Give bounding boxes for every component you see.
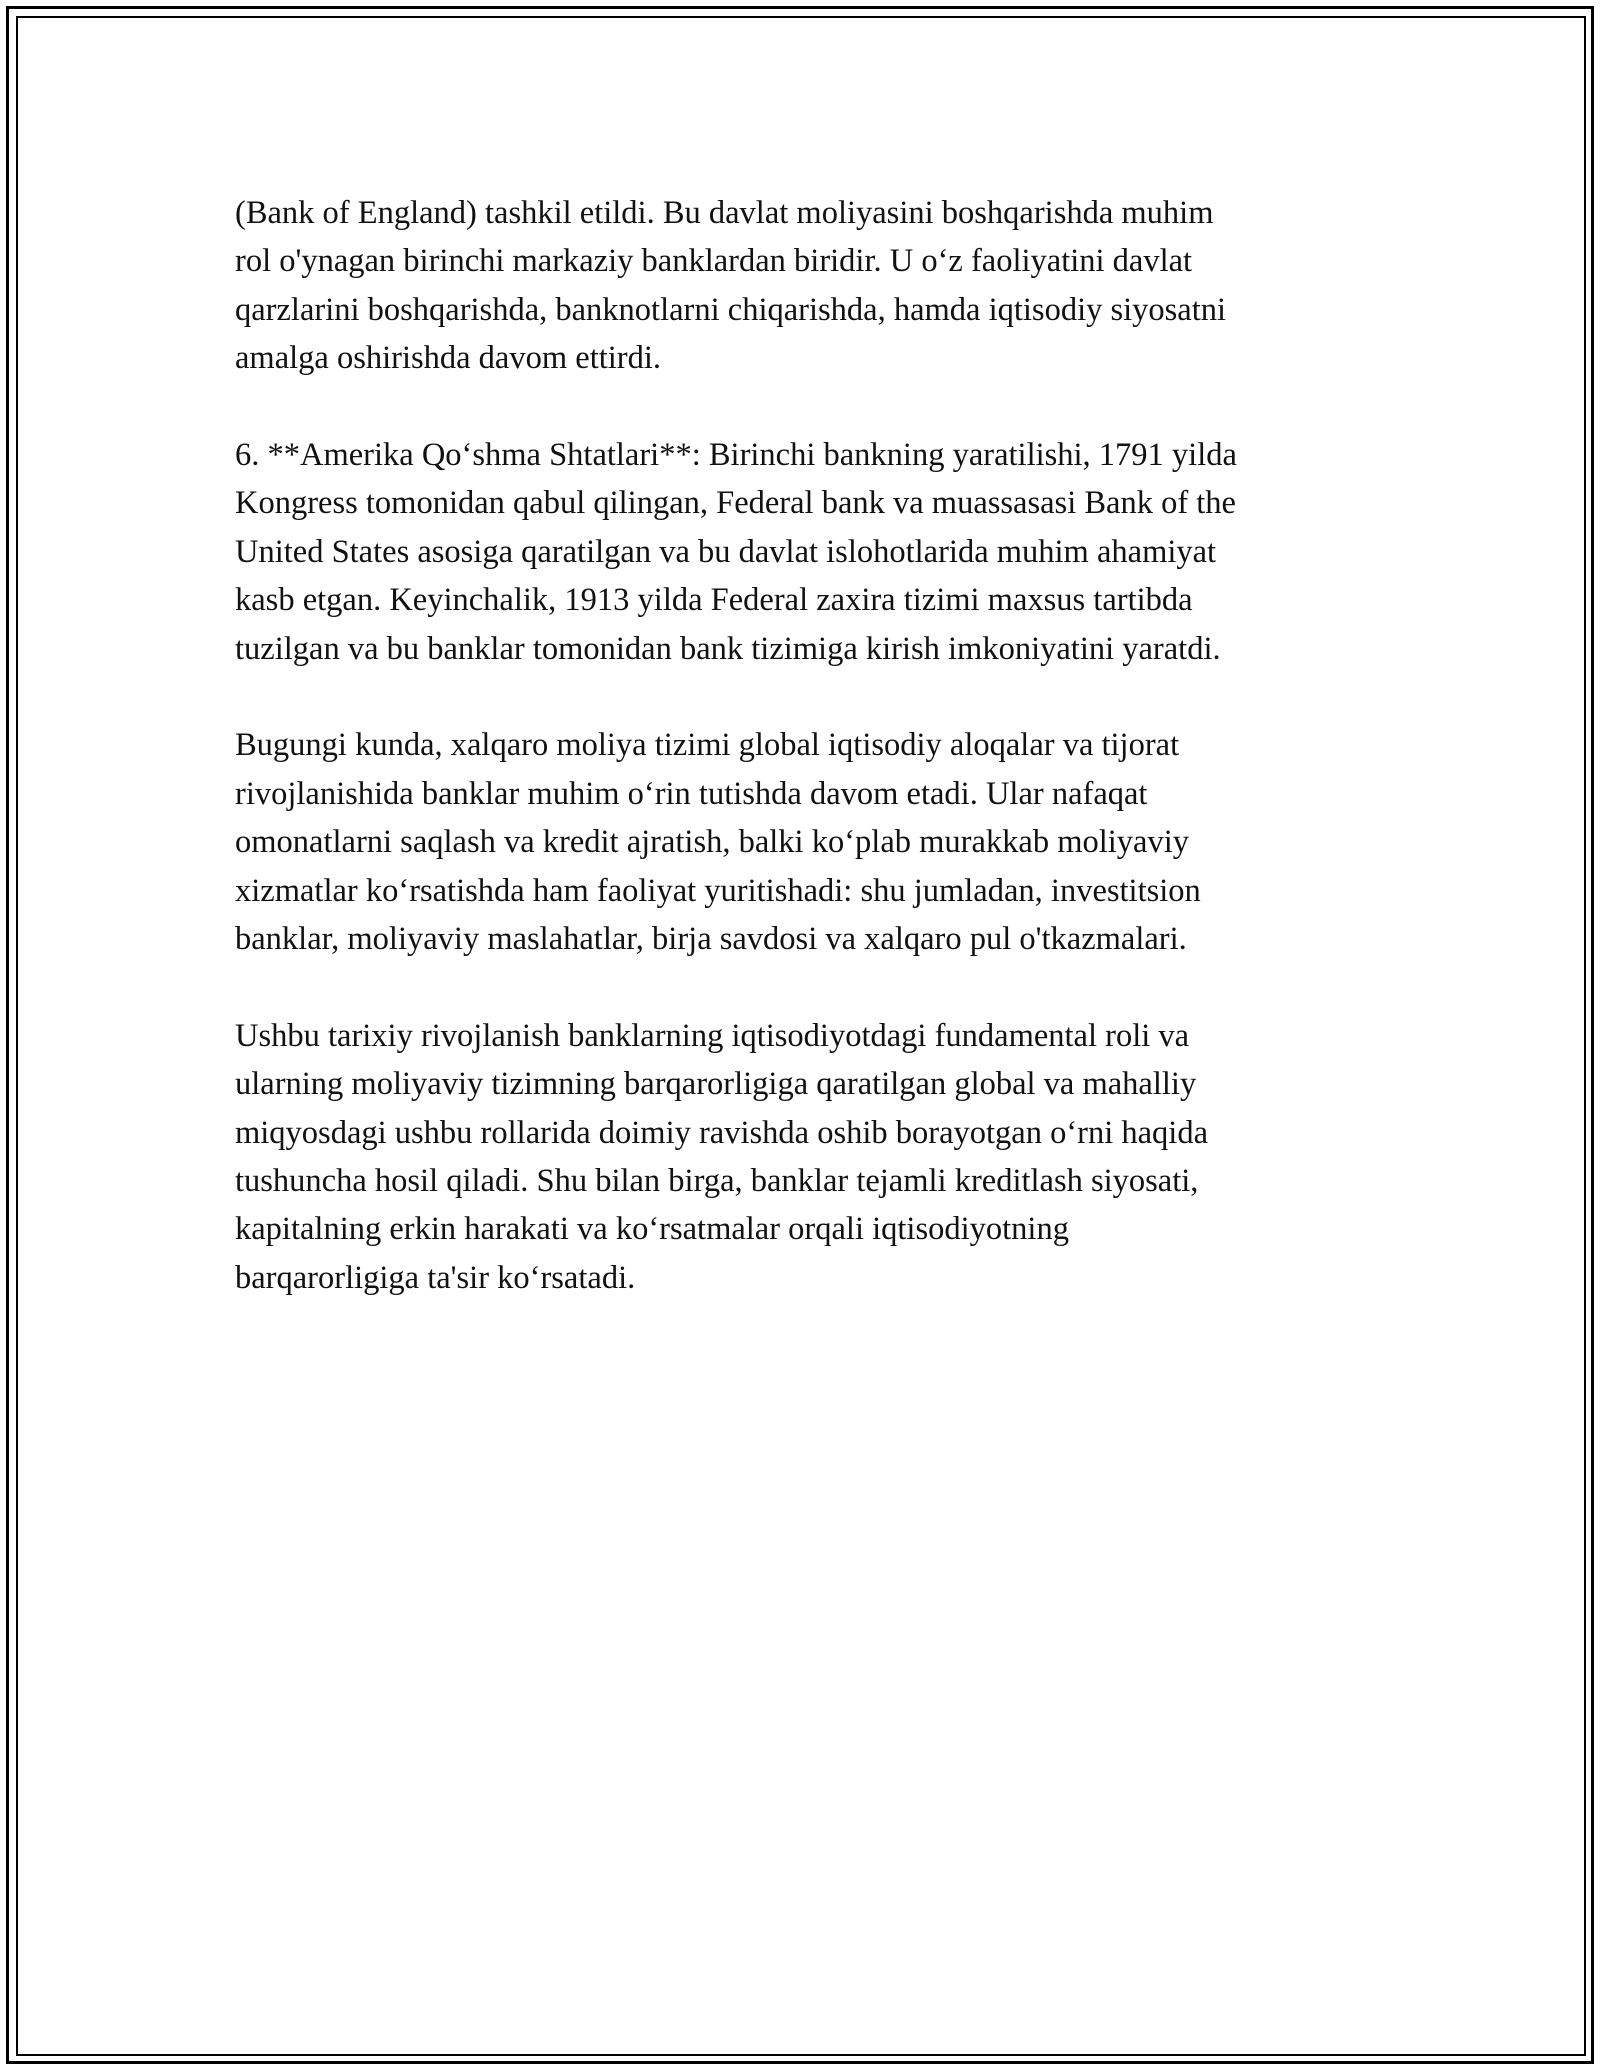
paragraph-bank-of-england: (Bank of England) tashkil etildi. Bu davlat moliyasini boshqarishda muhim rol o'ynagan birinchi markaziy banklardan biridir. U oʻz faoliyatini davlat qarzlarini boshqarishda, banknotlarni chiqarishda, hamda iqtisodiy siyosatni amalga oshirishda davom ettirdi. — [235, 195, 1227, 377]
paragraph-modern-banking: Bugungi kunda, xalqaro moliya tizimi global iqtisodiy aloqalar va tijorat rivojlanishida banklar muhim oʻrin tutishda davom etadi. Ular nafaqat omonatlarni saqlash va kredit ajratish, balki koʻplab murakkab moliyaviy xizmatlar koʻrsatishda ham faoliyat yuritishadi: shu jumladan, investitsion banklar, moliyaviy maslahatlar, birja savdosi va xalqaro pul o'tkazmalari. — [235, 727, 1201, 958]
paragraph-united-states: 6. **Amerika Qoʻshma Shtatlari**: Birinchi bankning yaratilishi, 1791 yilda Kongress tomonidan qabul qilingan, Federal bank va muassasasi Bank of the United States asosiga qaratilgan va bu davlat islohotlarida muhim ahamiyat kasb etgan. Keyinchalik, 1913 yilda Federal zaxira tizimi maxsus tartibda tuzilgan va bu banklar tomonidan bank tizimiga kirish imkoniyatini yaratdi. — [235, 437, 1237, 667]
paragraph-conclusion: Ushbu tarixiy rivojlanish banklarning iqtisodiyotdagi fundamental roli va ularning moliyaviy tizimning barqarorligiga qaratilgan global va mahalliy miqyosdagi ushbu rollarida doimiy ravishda oshib borayotgan oʻrni haqida tushuncha hosil qiladi. Shu bilan birga, banklar tejamli kreditlash siyosati, kapitalning erkin harakati va koʻrsatmalar orqali iqtisodiyotning barqarorligiga ta'sir koʻrsatadi. — [235, 1017, 1209, 1296]
document-body — [235, 189, 1395, 1351]
